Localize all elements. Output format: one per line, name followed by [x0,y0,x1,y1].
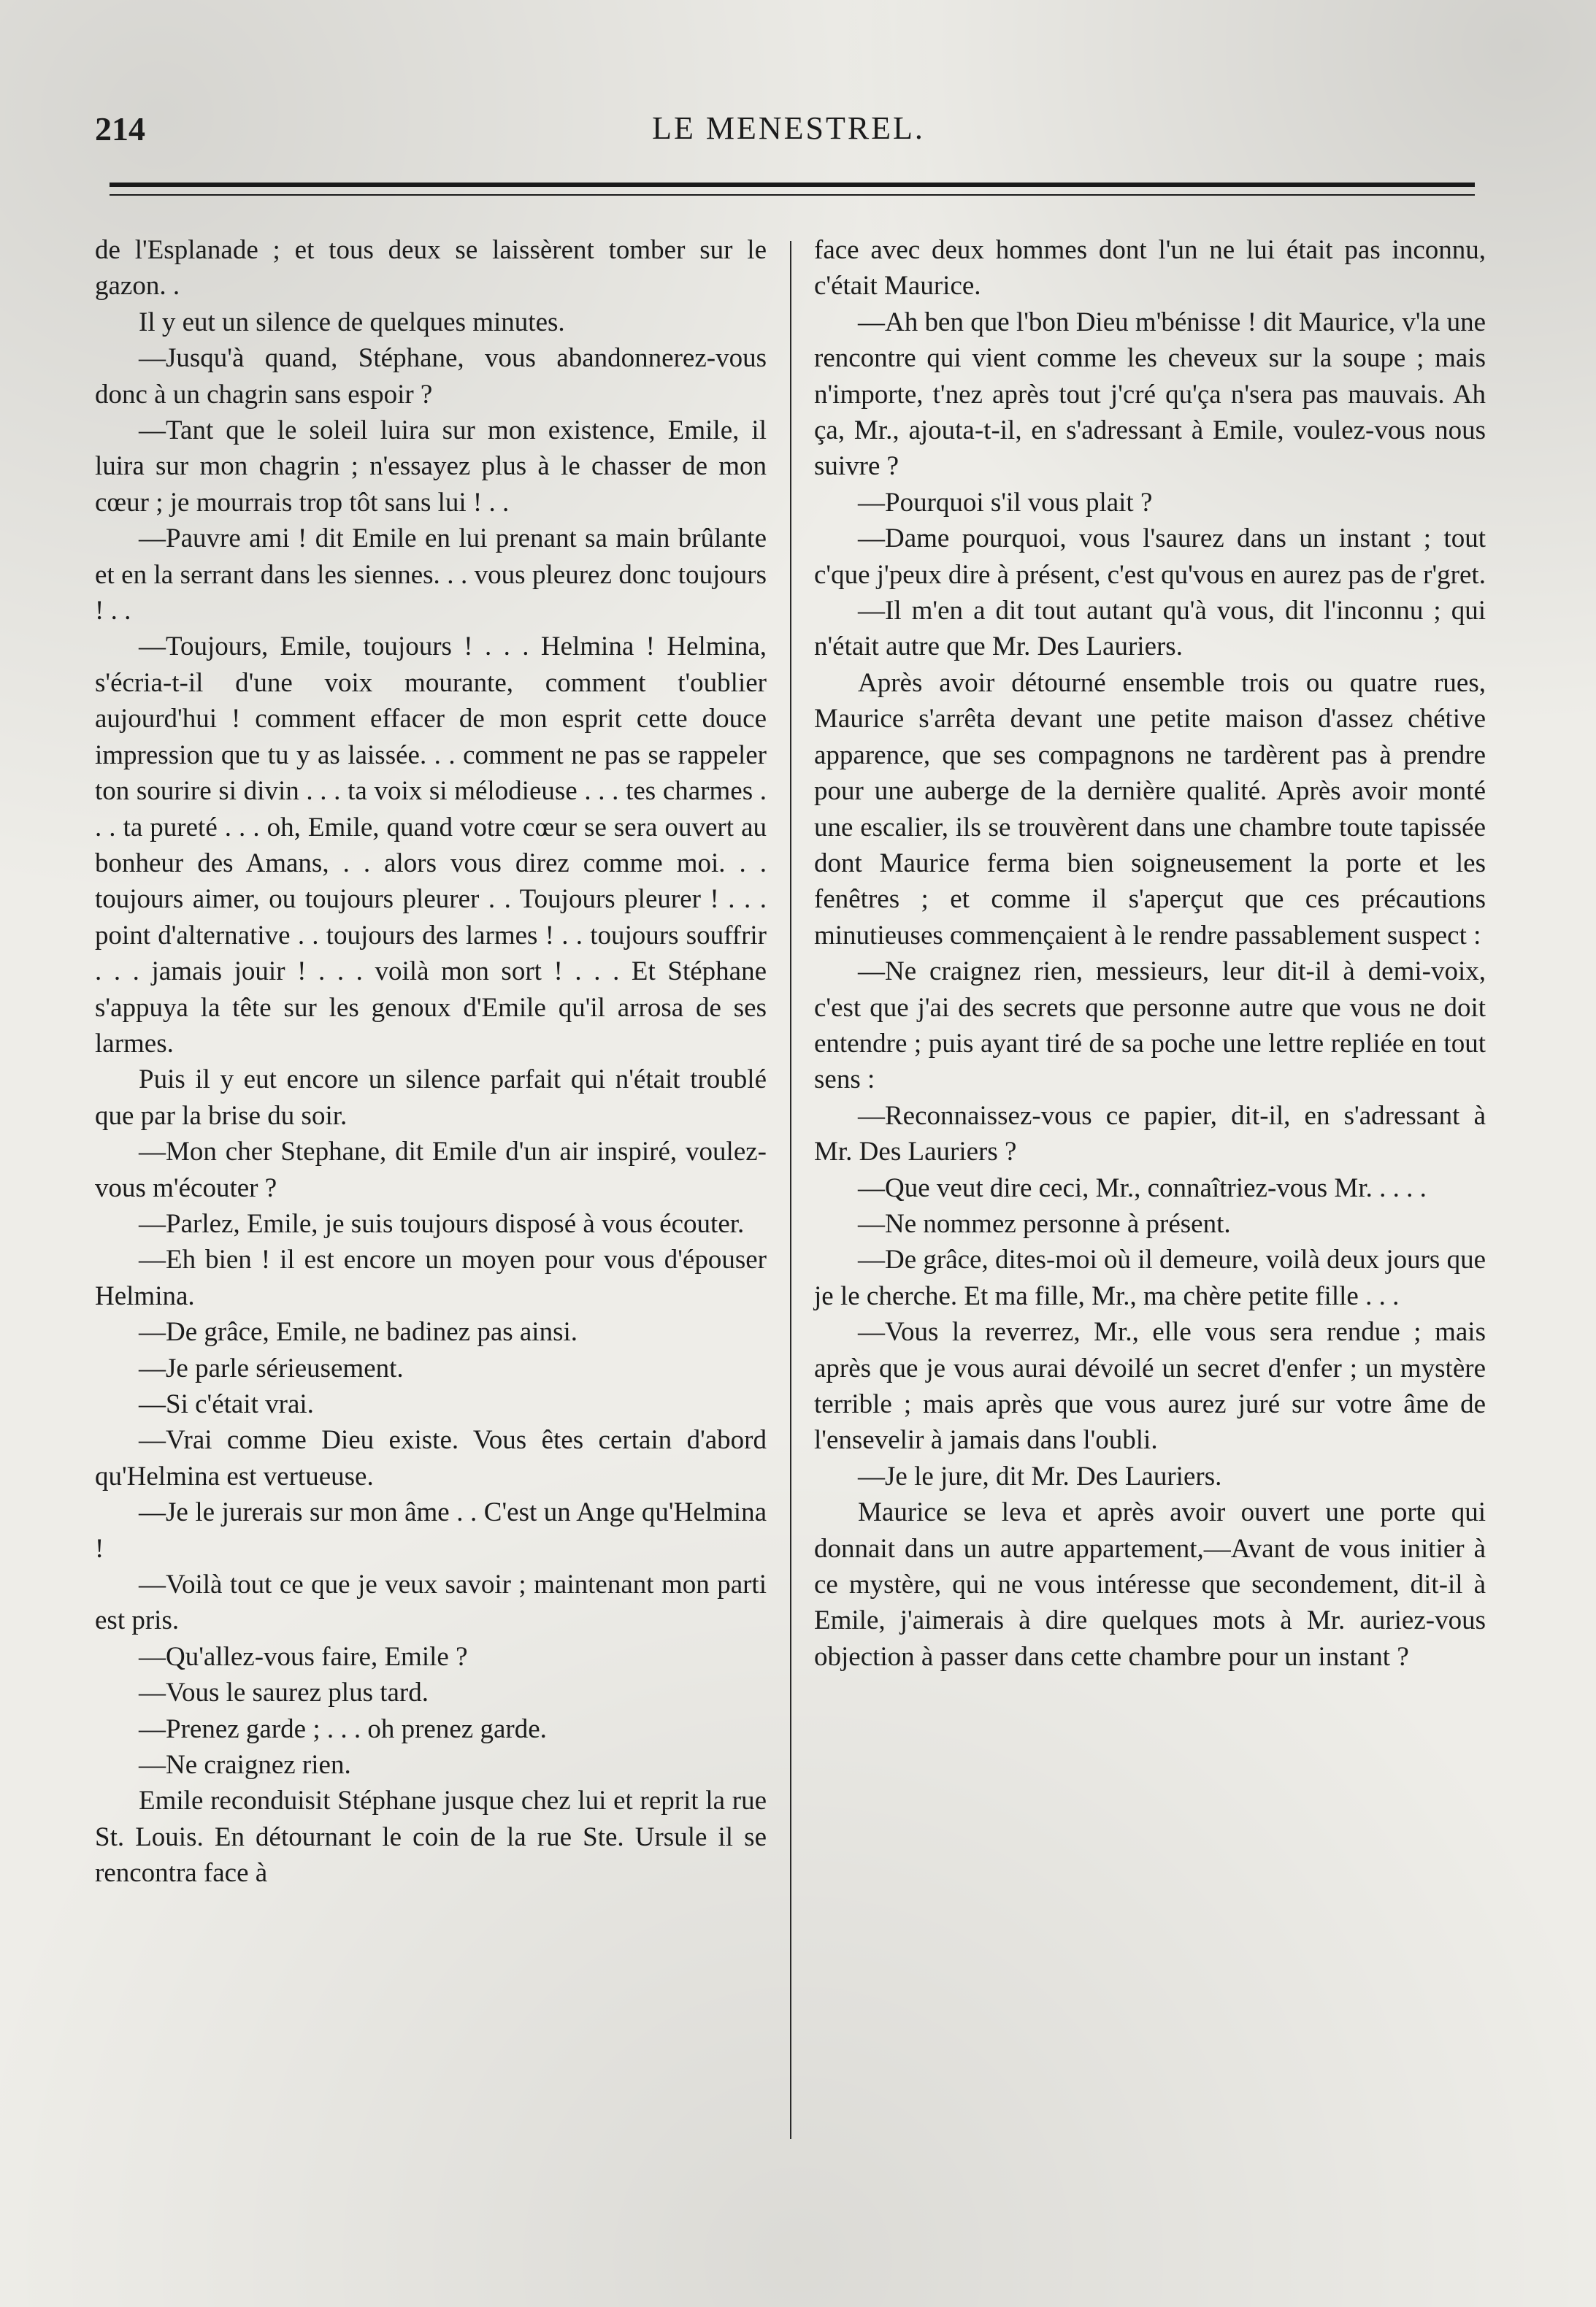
paragraph: —Vous le saurez plus tard. [139,1678,429,1708]
paragraph: —Je le jurerais sur mon âme . . C'est un Ange qu'Helmina ! [95,1497,767,1564]
paragraph: —Vous la reverrez, Mr., elle vous sera rendue ; mais après que je vous aurai dévoilé un secret d'enfer ; un mystère terrible ; mais après que vous aurez juré sur votre âme de l'ensevelir à jamais dans l'oubli. [814,1317,1486,1456]
paragraph: —Jusqu'à quand, Stéphane, vous abandonnerez-vous donc à un chagrin sans espoir ? [95,343,767,410]
paragraph: —Il m'en a dit tout autant qu'à vous, dit l'inconnu ; qui n'était autre que Mr. Des Lauriers. [814,596,1486,662]
left-column [95,232,767,1892]
paragraph: —Vrai comme Dieu existe. Vous êtes certain d'abord qu'Helmina est vertueuse. [95,1425,767,1492]
paragraph: —Que veut dire ceci, Mr., connaîtriez-vous Mr. . . . . [858,1172,1427,1203]
paragraph: —Parlez, Emile, je suis toujours disposé à vous écouter. [139,1208,745,1239]
paragraph: —Prenez garde ; . . . oh prenez garde. [139,1713,547,1744]
paragraph: Emile reconduisit Stéphane jusque chez lui et reprit la rue St. Louis. En détournant le coin de la rue Ste. Ursule il se rencontra face à [95,1786,767,1889]
right-column [814,232,1486,1675]
paragraph: —Ah ben que l'bon Dieu m'bénisse ! dit Maurice, v'la une rencontre qui vient comme les cheveux sur la soupe ; mais n'importe, t'nez après tout j'cré qu'ça n'sera pas mauvais. Ah ça, Mr., ajouta-t-il, en s'adressant à Emile, voulez-vous nous suivre ? [814,307,1486,482]
paragraph: Il y eut un silence de quelques minutes. [139,307,565,337]
paragraph: —Ne nommez personne à présent. [858,1208,1231,1239]
paragraph: —Tant que le soleil luira sur mon existence, Emile, il luira sur mon chagrin ; n'essayez plus à le chasser de mon cœur ; je mourrais trop tôt sans lui ! . . [95,415,767,518]
header-rule-thin [110,194,1475,196]
paragraph: —Ne craignez rien. [139,1750,351,1781]
paragraph: Après avoir détourné ensemble trois ou quatre rues, Maurice s'arrêta devant une petite maison d'assez chétive apparence, que ses compagnons ne tardèrent pas à prendre pour une auberge de la dernière qualité. Après avoir monté une escalier, ils se trouvèrent dans une chambre toute tapissée dont Maurice ferma bien soigneusement la porte et les fenêtres ; et comme il s'aperçut que ces précautions minutieuses commençaient à le rendre passablement suspect : [814,667,1486,951]
page-header [95,110,1482,161]
paragraph: —De grâce, Emile, ne badinez pas ainsi. [139,1317,578,1348]
paragraph: Maurice se leva et après avoir ouvert une porte qui donnait dans un autre appartement,—Avant de vous initier à ce mystère, qui ne vous intéresse que secondement, dit-il à Emile, j'aimerais à dire quelques mots à Mr. auriez-vous objection à passer dans cette chambre pour un instant ? [814,1497,1486,1672]
paragraph: —Dame pourquoi, vous l'saurez dans un instant ; tout c'que j'peux dire à présent, c'est qu'vous en aurez pas de r'gret. [814,523,1486,590]
paragraph: —Reconnaissez-vous ce papier, dit-il, en s'adressant à Mr. Des Lauriers ? [814,1100,1486,1167]
paragraph: —Ne craignez rien, messieurs, leur dit-il à demi-voix, c'est que j'ai des secrets que personne autre que vous ne doit entendre ; puis ayant tiré de sa poche une lettre repliée en tout sens : [814,956,1486,1095]
paragraph: —De grâce, dites-moi où il demeure, voilà deux jours que je le cherche. Et ma fille, Mr., ma chère petite fille . . . [814,1245,1486,1311]
paragraph: —Mon cher Stephane, dit Emile d'un air inspiré, voulez-vous m'écouter ? [95,1137,767,1203]
paragraph: —Voilà tout ce que je veux savoir ; maintenant mon parti est pris. [95,1570,767,1636]
journal-title: LE MENESTREL. [652,110,925,146]
paragraph: —Eh bien ! il est encore un moyen pour vous d'épouser Helmina. [95,1245,767,1311]
paragraph: —Si c'était vrai. [139,1389,314,1419]
page-number: 214 [95,110,145,147]
paragraph: —Toujours, Emile, toujours ! . . . Helmina ! Helmina, s'écria-t-il d'une voix mourante, comment t'oublier aujourd'hui ! comment effacer de mon esprit cette douce impression que tu y as laissée. . . comment ne pas se rappeler ton sourire si divin . . . ta voix si mélodieuse . . . tes charmes . . . ta pureté . . . oh, Emile, quand votre cœur se sera ouvert au bonheur des Amans, . . alors vous direz comme moi. . . toujours aimer, ou toujours pleurer . . Toujours pleurer ! . . . point d'alternative . . toujours des larmes ! . . toujours souffrir . . . jamais jouir ! . . . voilà mon sort ! . . . Et Stéphane s'appuya la tête sur les genoux d'Emile qu'il arrosa de ses larmes. [95,632,767,1059]
paragraph: —Je le jure, dit Mr. Des Lauriers. [858,1461,1222,1492]
paragraph: —Pauvre ami ! dit Emile en lui prenant sa main brûlante et en la serrant dans les siennes. . . vous pleurez donc toujours ! . . [95,523,767,626]
paragraph: —Je parle sérieusement. [139,1353,404,1383]
paragraph: Puis il y eut encore un silence parfait qui n'était troublé que par la brise du soir. [95,1064,767,1131]
paragraph: face avec deux hommes dont l'un ne lui était pas inconnu, c'était Maurice. [814,235,1486,302]
paragraph: —Pourquoi s'il vous plait ? [858,487,1153,518]
column-divider [790,241,791,2139]
header-rule [110,183,1475,187]
paragraph: de l'Esplanade ; et tous deux se laissèrent tomber sur le gazon. . [95,235,767,302]
paragraph: —Qu'allez-vous faire, Emile ? [139,1641,468,1672]
